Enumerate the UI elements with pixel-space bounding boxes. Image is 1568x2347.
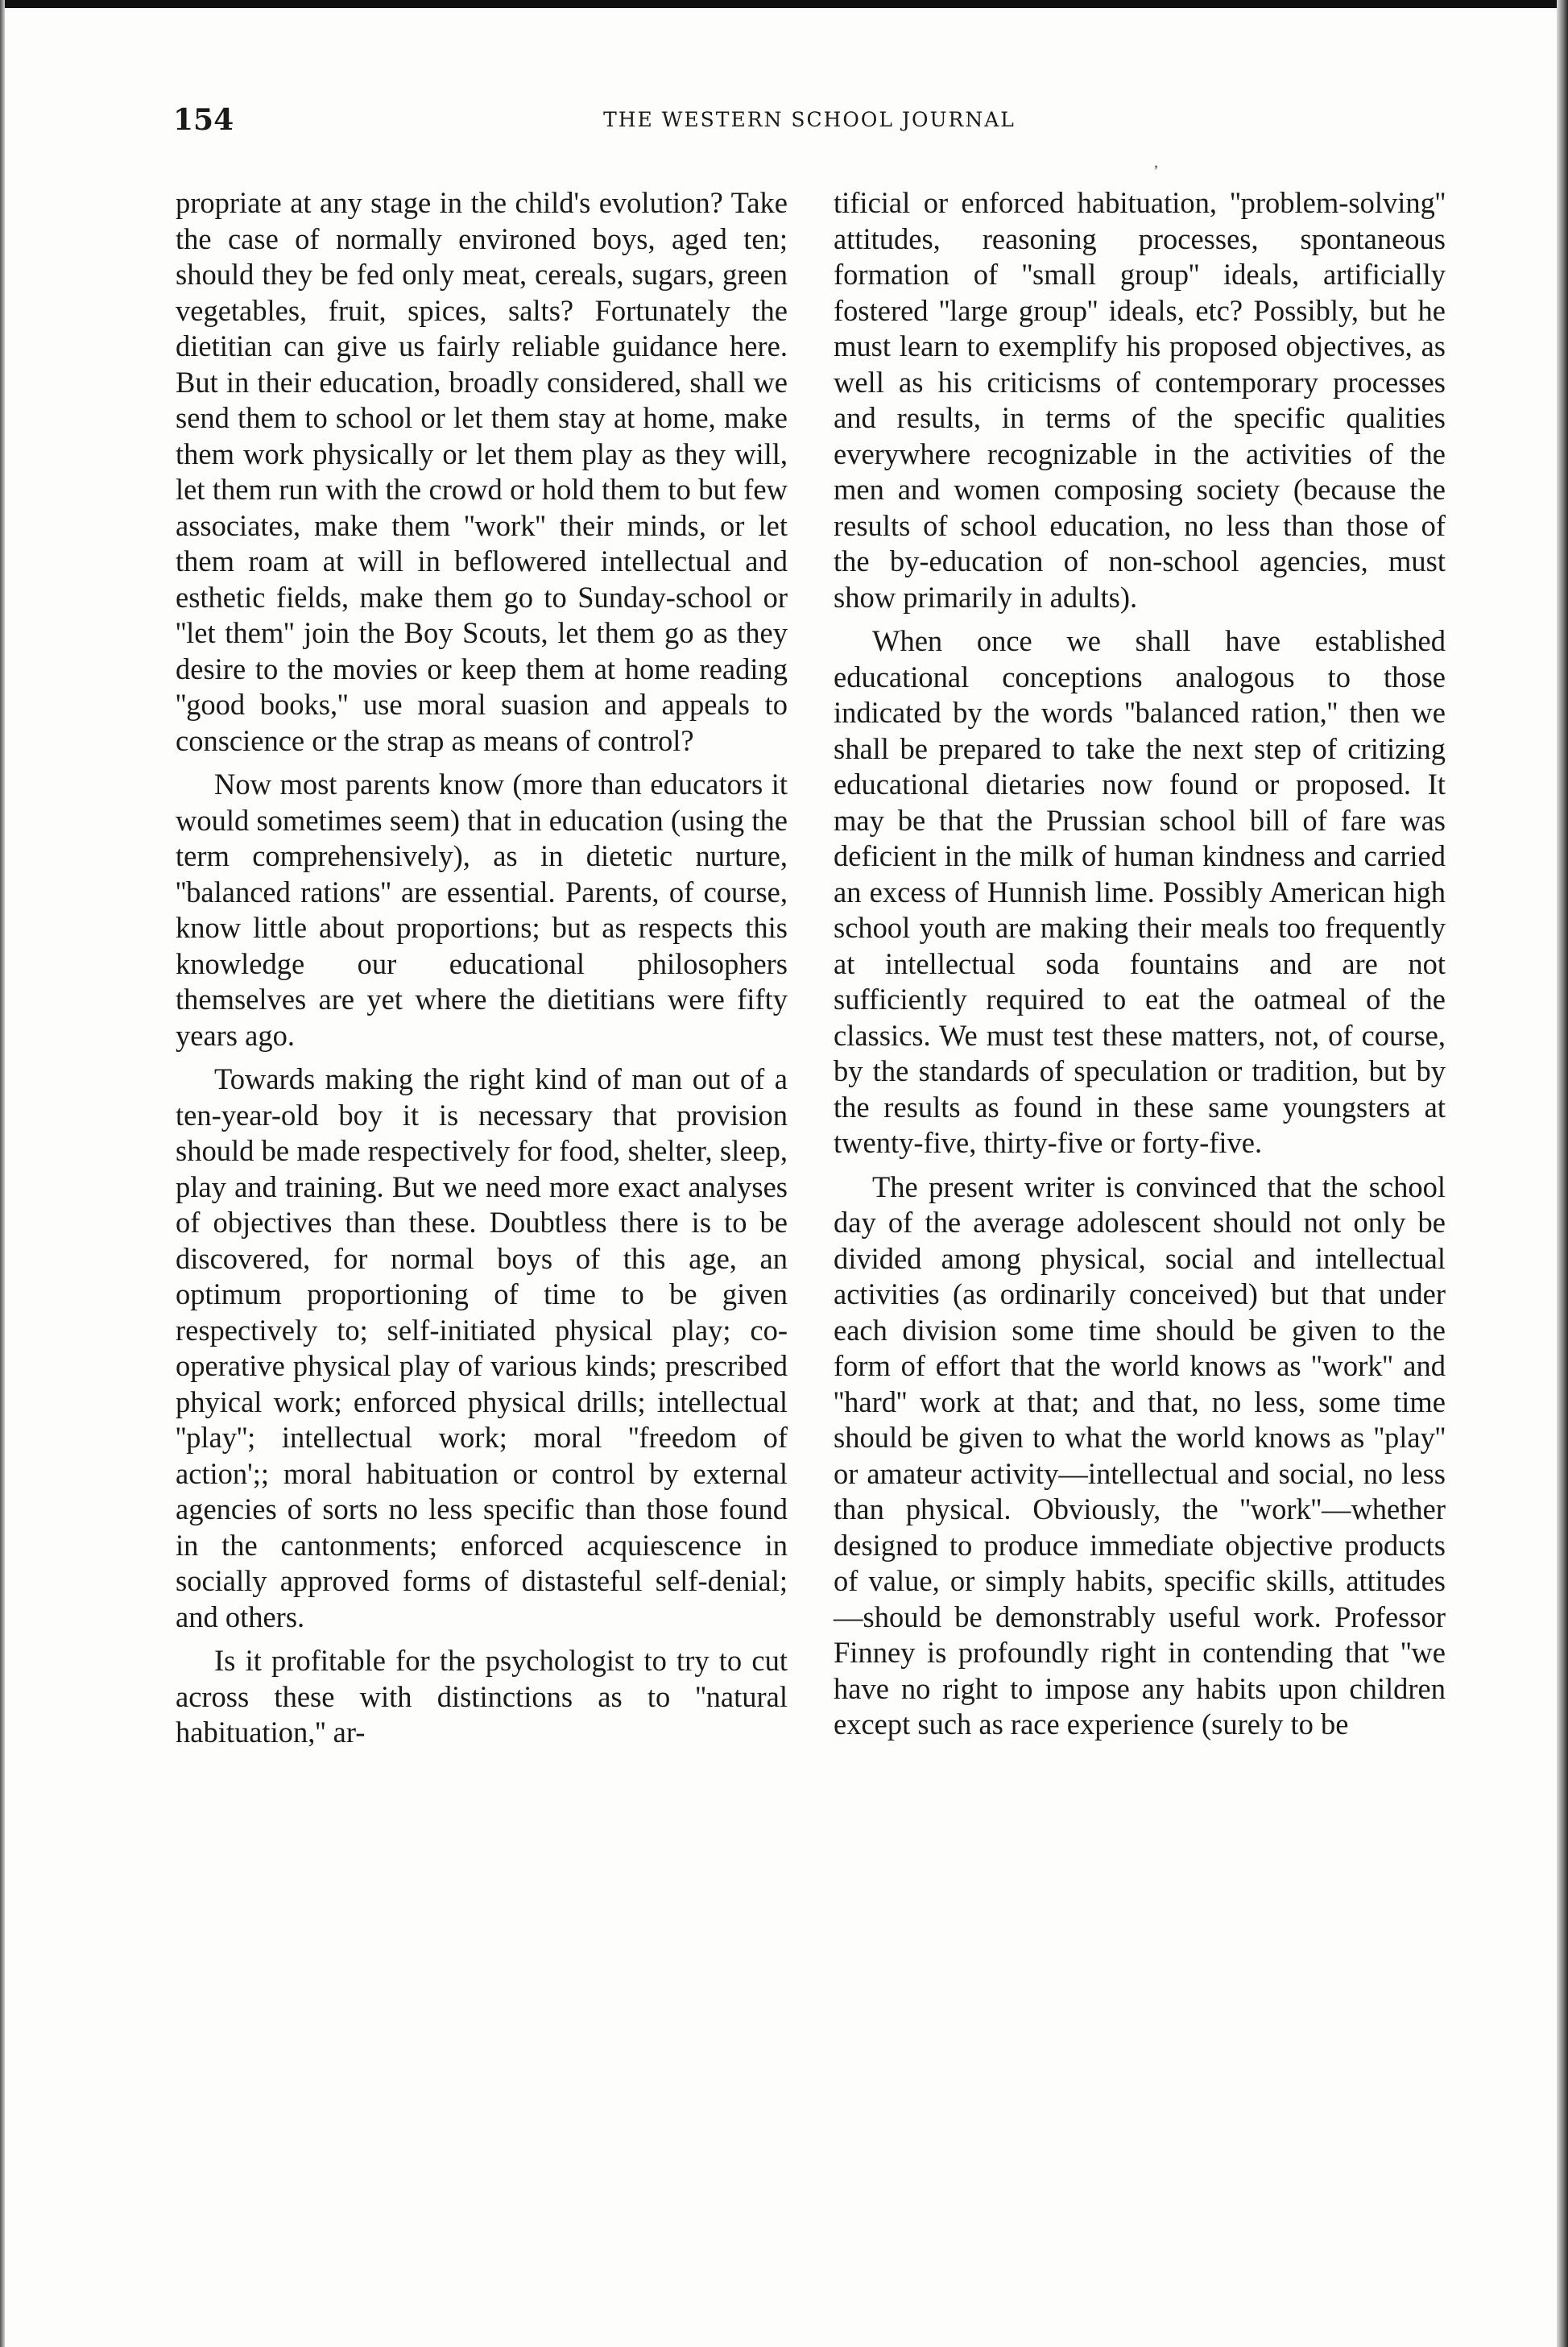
stray-mark: ʼ	[1153, 163, 1159, 180]
journal-title: THE WESTERN SCHOOL JOURNAL	[603, 108, 1016, 131]
right-paragraph-1: tificial or enforced habituation, ''problem-solving'' attitudes, reasoning processes, spontaneous formation of ''small group'' ideals, artificially fostered ''large group'' ideals, etc? Possibly, but he must learn to exemplify his proposed objectives, as well as his criticisms of contemporary processes and results, in terms of the specific qualities everywhere recognizable in the activities of the men and women composing society (because the results of school education, no less than those of the by-education of non-school agencies, must show primarily in adults).	[834, 186, 1446, 614]
left-paragraph-3: Towards making the right kind of man out of a ten-year-old boy it is necessary that provision should be made respectively for food, shelter, sleep, play and training. But we need more exact analyses of objectives than these. Doubtless there is to be discovered, for normal boys of this age, an optimum proportioning of time to be given respectively to; self-initiated physical play; co-operative physical play of various kinds; prescribed phyical work; enforced physical drills; intellectual ''play''; intellectual work; moral ''freedom of action';; moral habituation or control by external agencies of sorts no less specific than those found in the cantonments; enforced acquiescence in socially approved forms of distasteful self-denial; and others.	[176, 1062, 788, 1633]
page-number: 154	[173, 103, 234, 137]
right-column	[834, 185, 1446, 1751]
scan-right-edge	[1557, 0, 1568, 2347]
left-paragraph-2: Now most parents know (more than educators it would sometimes seem) that in education (using the term comprehensively), as in dietetic nurture, ''balanced rations'' are essential. Parents, of course, know little about proportions; but as respects this knowledge our educational philosophers themselves are yet where the dietitians were fifty years ago.	[176, 768, 788, 1052]
right-paragraph-3: The present writer is convinced that the school day of the average adolescent should not only be divided among physical, social and intellectual activities (as ordinarily conceived) but that under each division some time should be given to the form of effort that the world knows as ''work'' and ''hard'' work at that; and that, no less, some time should be given to what the world knows as ''play'' or amateur activity—intellectual and social, no less than physical. Obviously, the ''work''—whether designed to produce immediate objective products of value, or simply habits, specific skills, attitudes—should be demonstrably useful work. Professor Finney is profoundly right in contending that ''we have no right to impose any habits upon children except such as race experience (surely to be	[834, 1169, 1446, 1741]
scan-top-edge	[0, 0, 1568, 8]
left-column	[176, 185, 788, 1759]
scan-left-edge	[0, 0, 5, 2347]
page-header	[173, 103, 1446, 143]
right-paragraph-2: When once we shall have established educational conceptions analogous to those indicated by the words ''balanced ration,'' then we shall be prepared to take the next step of critizing educational dietaries now found or proposed. It may be that the Prussian school bill of fare was deficient in the milk of human kindness and carried an excess of Hunnish lime. Possibly American high school youth are making their meals too frequently at intellectual soda fountains and are not sufficiently required to eat the oatmeal of the classics. We must test these matters, not, of course, by the standards of speculation or tradition, but by the results as found in these same youngsters at twenty-five, thirty-five or forty-five.	[834, 624, 1446, 1159]
left-paragraph-4: Is it profitable for the psychologist to try to cut across these with distinctions as to ''natural habituation,'' ar-	[176, 1644, 788, 1749]
left-paragraph-1: propriate at any stage in the child's evolution? Take the case of normally environed boys, aged ten; should they be fed only meat, cereals, sugars, green vegetables, fruit, spices, salts? Fortunately the dietitian can give us fairly reliable guidance here. But in their education, broadly considered, shall we send them to school or let them stay at home, make them work physically or let them play as they will, let them run with the crowd or hold them to but few associates, make them ''work'' their minds, or let them roam at will in beflowered intellectual and esthetic fields, make them go to Sunday-school or ''let them'' join the Boy Scouts, let them go as they desire to the movies or keep them at home reading ''good books,'' use moral suasion and appeals to conscience or the strap as means of control?	[176, 186, 788, 757]
